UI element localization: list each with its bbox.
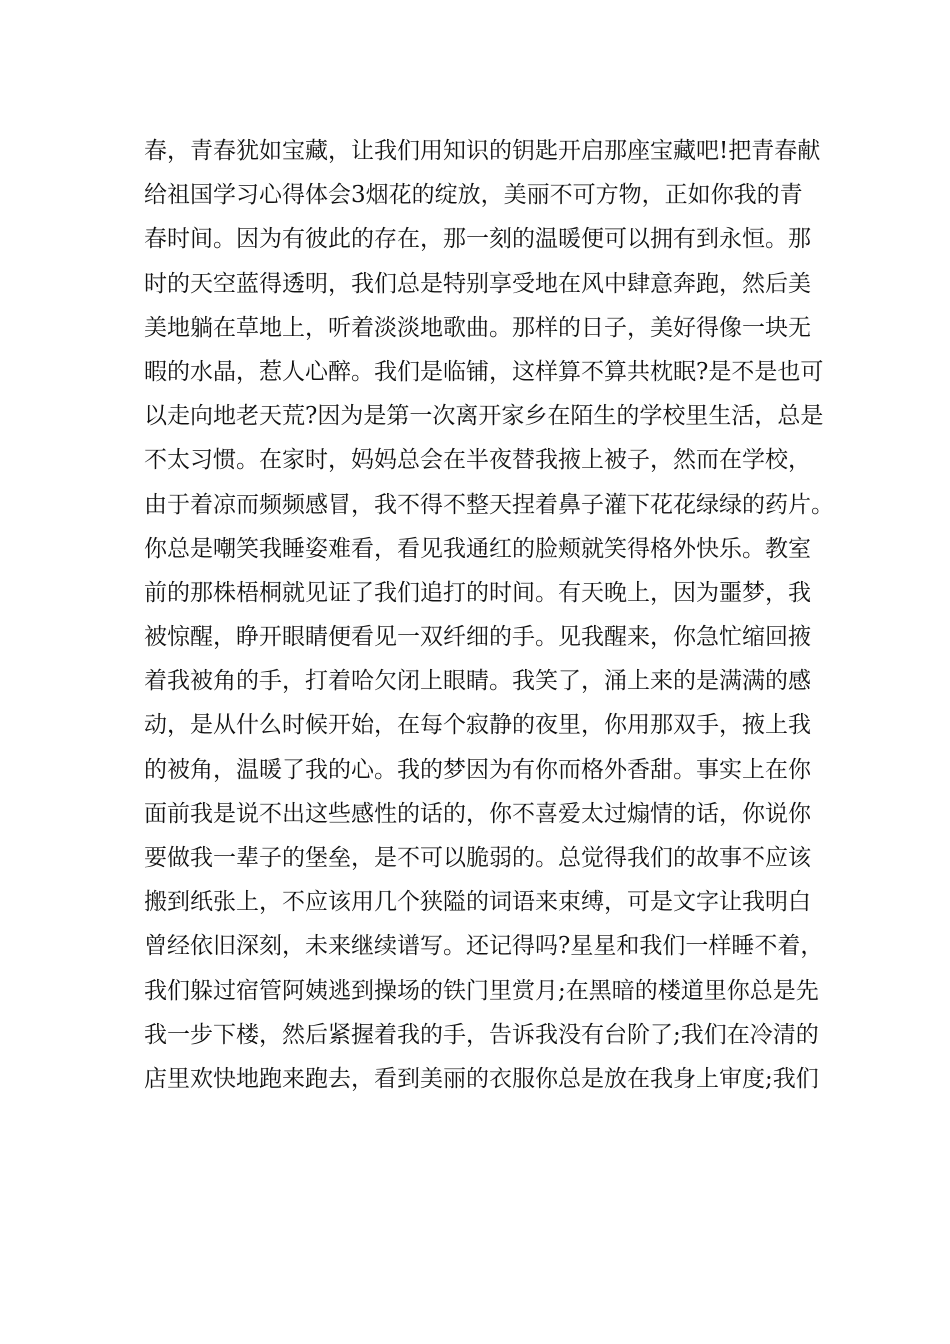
- text-line: 动，是从什么时候开始，在每个寂静的夜里，你用那双手，掖上我: [144, 712, 811, 739]
- body-text: [144, 129, 844, 1101]
- text-line: 我一步下楼，然后紧握着我的手，告诉我没有台阶了;我们在冷清的: [144, 1021, 819, 1048]
- text-line: 由于着凉而频频感冒，我不得不整天捏着鼻子灌下花花绿绿的药片。: [144, 491, 834, 518]
- text-line: 要做我一辈子的堡垒，是不可以脆弱的。总觉得我们的故事不应该: [144, 845, 811, 871]
- text-line: 前的那株梧桐就见证了我们追打的时间。有天晚上，因为噩梦，我: [144, 579, 811, 606]
- text-line: 你总是嘲笑我睡姿难看，看见我通红的脸颊就笑得格外快乐。教室: [144, 535, 811, 562]
- text-line: 搬到纸张上，不应该用几个狭隘的词语来束缚，可是文字让我明白: [144, 889, 811, 916]
- text-line: 时的天空蓝得透明，我们总是特别享受地在风中肆意奔跑，然后美: [144, 270, 811, 297]
- text-line: 我们躲过宿管阿姨逃到操场的铁门里赏月;在黑暗的楼道里你总是先: [144, 977, 819, 1004]
- text-line: 美地躺在草地上，听着淡淡地歌曲。那样的日子，美好得像一块无: [144, 314, 811, 341]
- text-line: 春时间。因为有彼此的存在，那一刻的温暖便可以拥有到永恒。那: [144, 226, 811, 253]
- text-line: 不太习惯。在家时，妈妈总会在半夜替我掖上被子，然而在学校，: [144, 447, 811, 474]
- text-line: 暇的水晶，惹人心醉。我们是临铺，这样算不算共枕眠?是不是也可: [144, 358, 824, 385]
- text-line: 面前我是说不出这些感性的话的，你不喜爱太过煽情的话，你说你: [144, 800, 811, 827]
- text-line: 的被角，温暖了我的心。我的梦因为有你而格外香甜。事实上在你: [144, 756, 811, 783]
- text-line: 春，青春犹如宝藏，让我们用知识的钥匙开启那座宝藏吧!把青春献: [144, 138, 821, 164]
- text-line: 店里欢快地跑来跑去，看到美丽的衣服你总是放在我身上审度;我们: [144, 1065, 819, 1092]
- text-line: 被惊醒，睁开眼睛便看见一双纤细的手。见我醒来，你急忙缩回掖: [144, 624, 811, 651]
- text-line: 给祖国学习心得体会3烟花的绽放，美丽不可方物，正如你我的青: [144, 182, 803, 209]
- text-line: 曾经依旧深刻，未来继续谱写。还记得吗?星星和我们一样睡不着，: [144, 933, 824, 960]
- text-line: 着我被角的手，打着哈欠闭上眼睛。我笑了，涌上来的是满满的感: [144, 668, 811, 695]
- text-line: 以走向地老天荒?因为是第一次离开家乡在陌生的学校里生活，总是: [144, 403, 824, 430]
